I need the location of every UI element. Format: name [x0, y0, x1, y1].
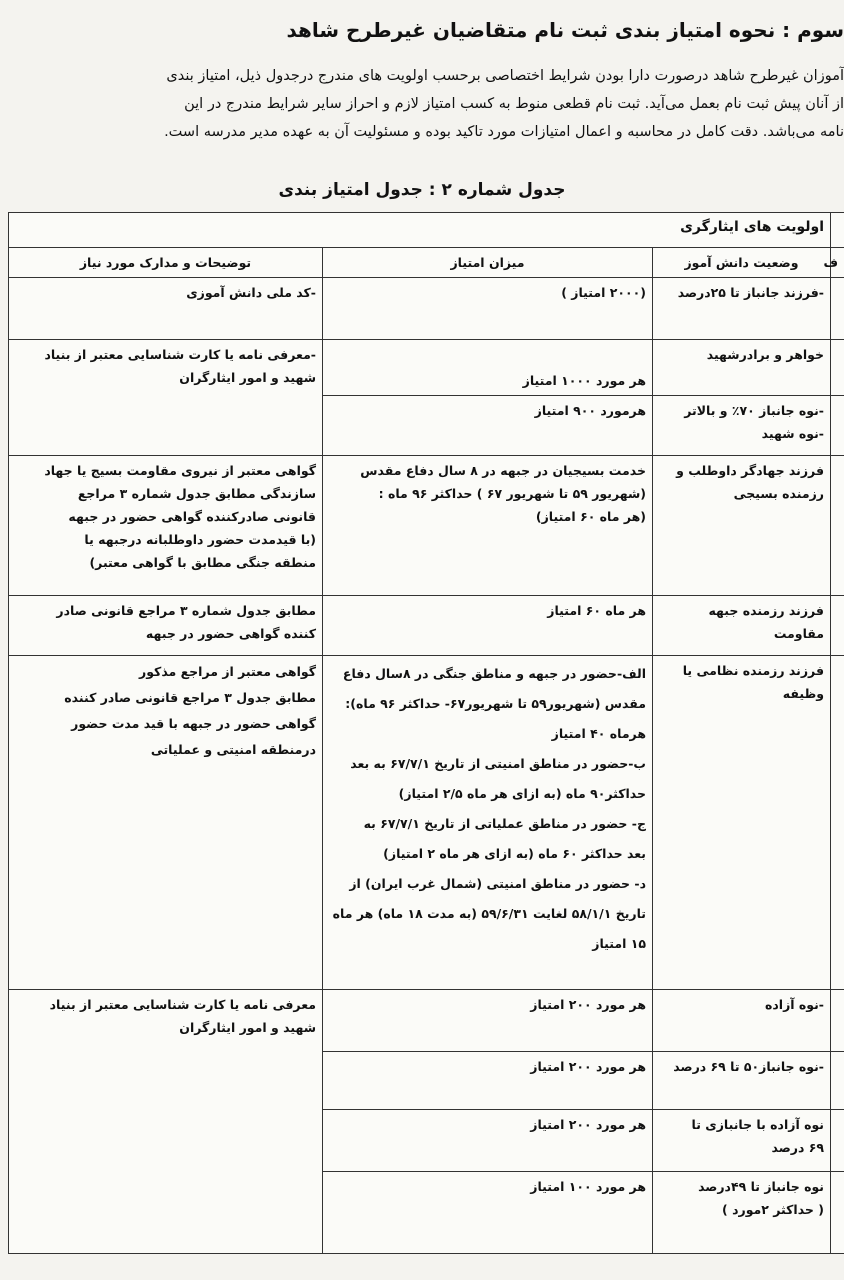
group-header: اولویت های ایثارگری	[9, 213, 831, 248]
score-cell: هر مورد ۱۰۰ امتیاز	[323, 1172, 653, 1254]
group-header-row	[9, 213, 844, 248]
notes-cell: مطابق جدول شماره ۳ مراجع قانونی صادر کننده گواهی حضور در جبهه	[9, 596, 323, 656]
table-row	[9, 596, 844, 656]
table-title: جدول شماره ۲ : جدول امتیاز بندی	[278, 180, 566, 200]
status-cell: فرزند جهادگر داوطلب و رزمنده بسیجی	[653, 456, 831, 596]
scoring-table	[8, 212, 844, 1254]
table-row	[9, 456, 844, 596]
notes-cell: گواهی معتبر از نیروی مقاومت بسیج یا جهاد سازندگی مطابق جدول شماره ۳ مراجع قانونی صادرکننده گواهی حضور در جبهه (با قیدمدت حضور داوطلبانه درجبهه یا منطقه جنگی مطابق با گواهی معتبر)	[9, 456, 323, 596]
score-cell: الف-حضور در جبهه و مناطق جنگی در ۸سال دفاع مقدس (شهریور۵۹ تا شهریور۶۷- حداکثر ۹۶ ماه): هرماه ۴۰ امتیاز ب-حضور در مناطق امنیتی از تاریخ ۶۷/۷/۱ به بعد حداکثر۹۰ ماه (به ازای هر ماه ۲/۵ امتیاز) ج- حضور در مناطق عملیاتی از تاریخ ۶۷/۷/۱ به بعد حداکثر ۶۰ ماه (به ازای هر ماه ۲ امتیاز) د- حضور در مناطق امنیتی (شمال غرب ایران) از تاریخ ۵۸/۱/۱ لغایت ۵۹/۶/۳۱ (به مدت ۱۸ ماه) هر ماه ۱۵ امتیاز	[323, 656, 653, 990]
column-header-status: وضعیت دانش آموز	[653, 248, 831, 278]
score-cell: هر مورد ۱۰۰۰ امتیاز	[323, 340, 653, 396]
column-header-score: میزان امتیاز	[323, 248, 653, 278]
column-header-cut: ف	[831, 248, 844, 278]
intro-line: آموزان غیرطرح شاهد درصورت دارا بودن شرایط اختصاصی برحسب اولویت های مندرج درجدول ذیل، امتیاز بندی	[166, 68, 844, 84]
score-cell: هر ماه ۶۰ امتیاز	[323, 596, 653, 656]
status-cell: نوه جانباز تا ۴۹درصد ( حداکثر ۲مورد )	[653, 1172, 831, 1254]
intro-line: از آنان پیش ثبت نام بعمل می‌آید. ثبت نام قطعی منوط به کسب امتیاز لازم و احراز سایر شرایط مندرج در این	[184, 96, 844, 112]
score-cell: خدمت بسیجیان در جبهه در ۸ سال دفاع مقدس (شهریور ۵۹ تا شهریور ۶۷ ) حداکثر ۹۶ ماه : (هر ماه ۶۰ امتیاز)	[323, 456, 653, 596]
status-cell: نوه آزاده با جانبازی تا ۶۹ درصد	[653, 1110, 831, 1172]
column-header-notes: توضیحات و مدارک مورد نیاز	[9, 248, 323, 278]
intro-line: نامه می‌باشد. دقت کامل در محاسبه و اعمال امتیازات مورد تاکید بوده و مسئولیت آن به عهده مدیر مدرسه است.	[164, 124, 844, 140]
table-row	[9, 340, 844, 396]
column-header-row	[9, 248, 844, 278]
status-cell: فرزند رزمنده نظامی یا وظیفه	[653, 656, 831, 990]
intro-paragraph	[0, 62, 844, 146]
status-cell: -فرزند جانباز تا ۲۵درصد	[653, 278, 831, 340]
status-cell: -نوه جانباز ۷۰٪ و بالاتر -نوه شهید	[653, 396, 831, 456]
status-cell: -نوه آزاده	[653, 990, 831, 1052]
notes-cell: -معرفی نامه یا کارت شناسایی معتبر از بنیاد شهید و امور ایثارگران	[9, 340, 323, 456]
section-heading: سوم : نحوه امتیاز بندی ثبت نام متقاضیان غیرطرح شاهد	[286, 18, 844, 42]
status-cell: فرزند رزمنده جبهه مقاومت	[653, 596, 831, 656]
table-row	[9, 656, 844, 990]
score-cell: هر مورد ۲۰۰ امتیاز	[323, 1110, 653, 1172]
score-cell: هر مورد ۲۰۰ امتیاز	[323, 990, 653, 1052]
table-row	[9, 990, 844, 1052]
table-row	[9, 278, 844, 340]
score-cell: (۲۰۰۰ امتیاز )	[323, 278, 653, 340]
score-cell: هر مورد ۲۰۰ امتیاز	[323, 1052, 653, 1110]
status-cell: خواهر و برادرشهید	[653, 340, 831, 396]
score-cell: هرمورد ۹۰۰ امتیاز	[323, 396, 653, 456]
notes-cell: گواهی معتبر از مراجع مذکور مطابق جدول ۳ مراجع قانونی صادر کننده گواهی حضور در جبهه با قید مدت حضور درمنطقه امنیتی و عملیاتی	[9, 656, 323, 990]
notes-cell: معرفی نامه یا کارت شناسایی معتبر از بنیاد شهید و امور ایثارگران	[9, 990, 323, 1254]
notes-cell: -کد ملی دانش آموزی	[9, 278, 323, 340]
status-cell: -نوه جانباز۵۰ تا ۶۹ درصد	[653, 1052, 831, 1110]
